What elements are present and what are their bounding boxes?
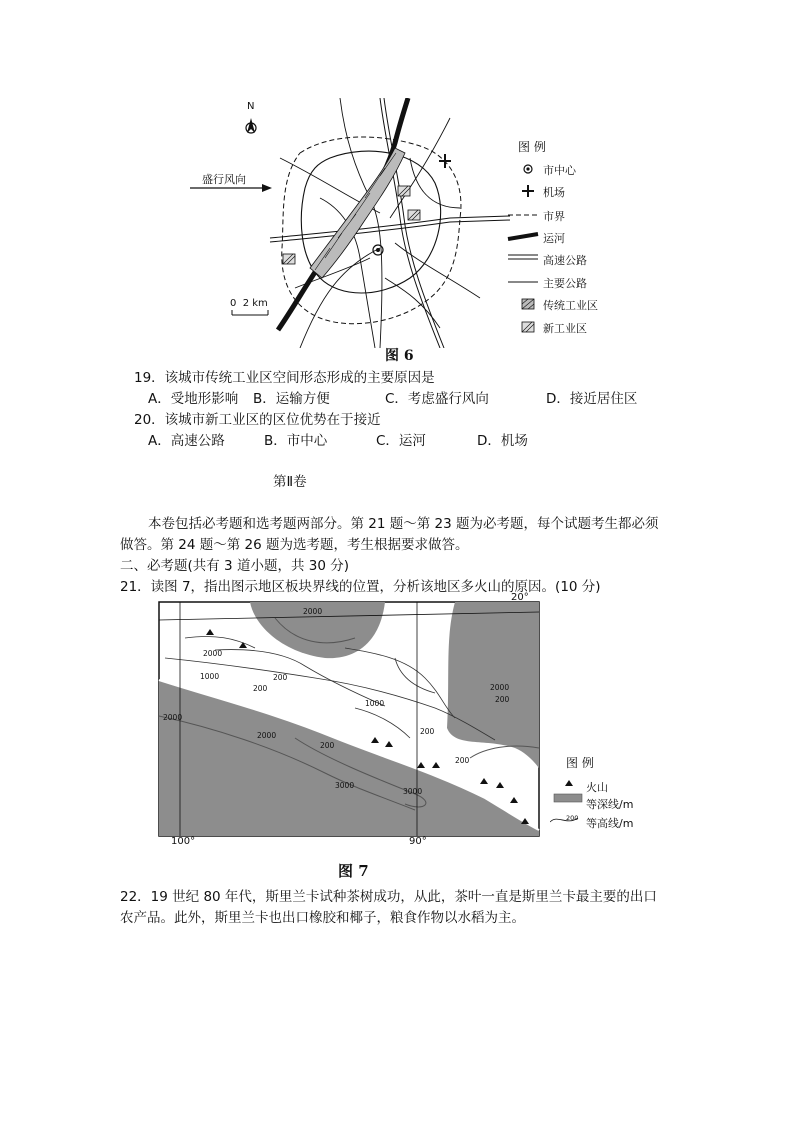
figure-6-caption: 图 6 bbox=[385, 348, 414, 364]
traditional-industrial-zone bbox=[310, 148, 405, 278]
contour-label: 1000 bbox=[200, 672, 220, 681]
legend-main-road: 主要公路 bbox=[543, 277, 587, 290]
q20-option-b: B．市中心 bbox=[264, 433, 328, 449]
contour-label: 200 bbox=[455, 756, 470, 765]
legend-canal: 运河 bbox=[543, 232, 565, 245]
contour-label: 2000 bbox=[163, 713, 183, 722]
legend-volcano: 火山 bbox=[586, 781, 608, 794]
figure-7-legend-symbols bbox=[550, 774, 590, 834]
legend-contour: 等高线/m bbox=[586, 817, 634, 830]
canal bbox=[278, 98, 408, 330]
volcano-legend-icon bbox=[565, 780, 573, 786]
lon-label-100: 100° bbox=[171, 836, 196, 847]
section-2-intro-line1: 本卷包括必考题和选考题两部分。第 21 题～第 23 题为必考题，每个试题考生都必须 bbox=[148, 516, 659, 532]
bathymetry-map bbox=[155, 598, 550, 848]
q19-stem: 19．该城市传统工业区空间形态形成的主要原因是 bbox=[134, 370, 435, 386]
contour-label: 3000 bbox=[335, 781, 355, 790]
section-2-title: 第Ⅱ卷 bbox=[273, 474, 307, 490]
q21-stem: 21．读图 7，指出图示地区板块界线的位置，分析该地区多火山的原因。(10 分) bbox=[120, 579, 601, 595]
q20-option-a: A．高速公路 bbox=[148, 433, 225, 449]
q20-option-c: C．运河 bbox=[376, 433, 426, 449]
wind-label: 盛行风向 bbox=[202, 173, 246, 186]
q19-option-c: C．考虑盛行风向 bbox=[385, 391, 489, 407]
isobath-legend-icon bbox=[554, 794, 582, 802]
legend-traditional-industry: 传统工业区 bbox=[543, 299, 598, 312]
city-center-legend-icon bbox=[524, 165, 532, 173]
figure-7 bbox=[155, 592, 550, 848]
canal-legend-icon bbox=[508, 234, 538, 239]
highway-legend-icon bbox=[508, 255, 538, 259]
contour-label: 2000 bbox=[490, 683, 510, 692]
legend-isobath: 等深线/m bbox=[586, 798, 634, 811]
scale-bar bbox=[232, 310, 268, 315]
traditional-industry-legend-icon bbox=[522, 299, 534, 309]
north-arrow-icon bbox=[246, 118, 256, 133]
contour-label: 200 bbox=[273, 673, 288, 682]
airport-legend-icon bbox=[522, 185, 534, 197]
airport-icon bbox=[439, 154, 451, 168]
contour-label: 200 bbox=[420, 727, 435, 736]
q19-option-b: B．运输方便 bbox=[253, 391, 330, 407]
contour-label: 3000 bbox=[403, 787, 423, 796]
contour-label: 200 bbox=[253, 684, 268, 693]
main-roads bbox=[280, 98, 480, 348]
new-industry-legend-icon bbox=[522, 322, 534, 332]
scale-label: 0 2 km bbox=[230, 298, 268, 309]
legend-city-center: 市中心 bbox=[543, 164, 576, 177]
legend-symbols bbox=[508, 165, 538, 332]
contour-label: 1000 bbox=[365, 699, 385, 708]
legend-airport: 机场 bbox=[543, 186, 565, 199]
legend-title: 图 例 bbox=[518, 140, 546, 154]
north-label: N bbox=[247, 101, 255, 112]
contour-label: 2000 bbox=[257, 731, 277, 740]
figure-7-legend-title: 图 例 bbox=[566, 756, 594, 770]
contour-label: 200 bbox=[495, 695, 510, 704]
section-2-heading: 二、必考题(共有 3 道小题，共 30 分) bbox=[120, 558, 349, 574]
q22-line1: 22．19 世纪 80 年代，斯里兰卡试种茶树成功，从此，茶叶一直是斯里兰卡最主要的出口 bbox=[120, 889, 657, 905]
q20-stem: 20．该城市新工业区的区位优势在于接近 bbox=[134, 412, 381, 428]
contour-legend-sample: 200 bbox=[566, 814, 579, 822]
legend-highway: 高速公路 bbox=[543, 254, 587, 267]
contour-label: 2000 bbox=[303, 607, 323, 616]
section-2-intro-line2: 做答。第 24 题～第 26 题为选考题，考生根据要求做答。 bbox=[120, 537, 469, 553]
contour-label: 200 bbox=[320, 741, 335, 750]
city-boundary bbox=[282, 137, 461, 324]
q19-option-d: D．接近居住区 bbox=[546, 391, 638, 407]
figure-7-caption: 图 7 bbox=[338, 862, 369, 880]
q22-line2: 农产品。此外，斯里兰卡也出口橡胶和椰子，粮食作物以水稻为主。 bbox=[120, 910, 525, 926]
legend-new-industry: 新工业区 bbox=[543, 322, 587, 335]
lon-label-90: 90° bbox=[409, 836, 427, 847]
contour-label: 2000 bbox=[203, 649, 223, 658]
q20-option-d: D．机场 bbox=[477, 433, 528, 449]
legend-boundary: 市界 bbox=[543, 210, 565, 223]
figure-6 bbox=[180, 98, 620, 348]
q19-option-a: A．受地形影响 bbox=[148, 391, 239, 407]
lat-label: 20° bbox=[511, 592, 529, 603]
